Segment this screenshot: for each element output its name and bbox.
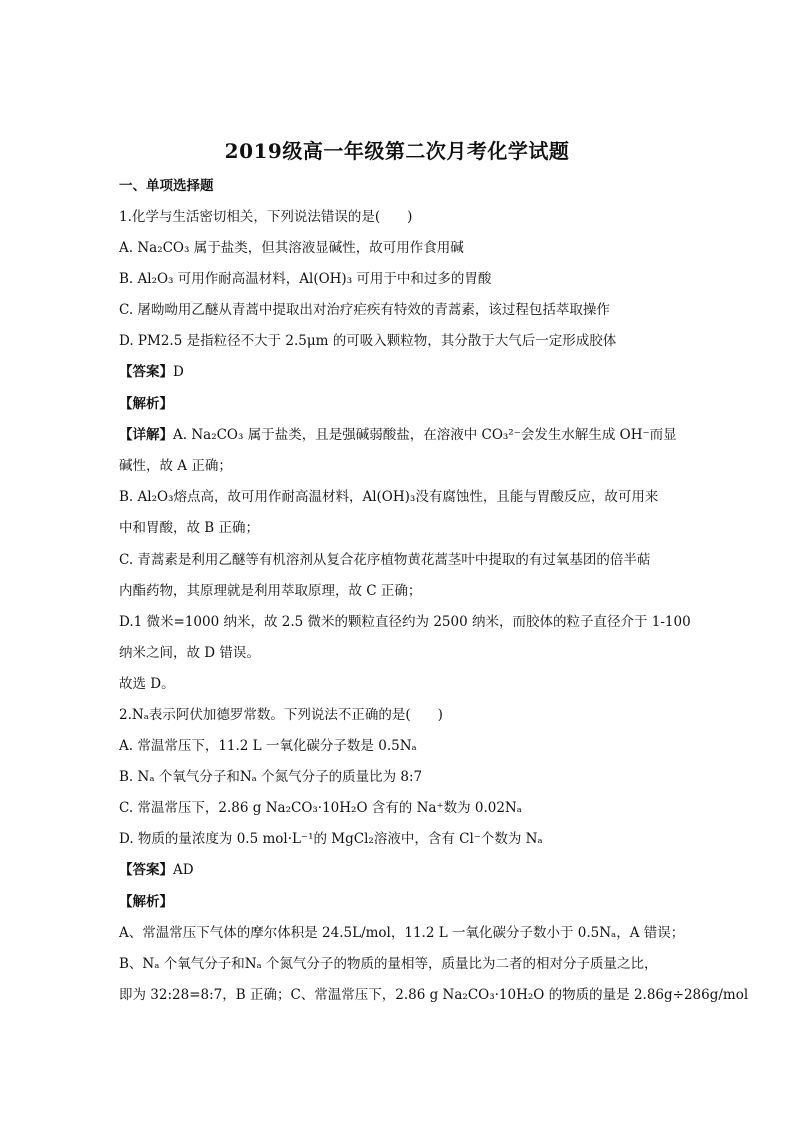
q1-option-b: B. Al₂O₃ 可用作耐高温材料，Al(OH)₃ 可用于中和过多的胃酸 [119, 271, 492, 287]
answer-tag: 【答案】 [119, 862, 173, 878]
q1-detail-c-2: 内酯药物，其原理就是利用萃取原理，故 C 正确； [119, 583, 422, 599]
q1-option-a: A. Na₂CO₃ 属于盐类，但其溶液显碱性，故可用作食用碱 [119, 240, 464, 256]
q1-analysis-tag: 【解析】 [119, 396, 173, 412]
section-heading: 一、单项选择题 [119, 178, 214, 194]
q1-detail-d-2: 纳米之间，故 D 错误。 [119, 645, 260, 661]
detail-a-text: A. Na₂CO₃ 属于盐类，且是强碱弱酸盐，在溶液中 CO₃²⁻会发生水解生成 OH⁻而显 [173, 427, 677, 443]
q2-analysis-1: A、常温常压下气体的摩尔体积是 24.5L/mol，11.2 L 一氧化碳分子数小于 0.5Nₐ，A 错误； [119, 925, 685, 941]
q2-option-c: C. 常温常压下，2.86 g Na₂CO₃·10H₂O 含有的 Na⁺数为 0.02Nₐ [119, 800, 522, 816]
q1-detail-a-1 [119, 425, 679, 445]
q2-answer [119, 860, 679, 880]
q1-option-d: D. PM2.5 是指粒径不大于 2.5μm 的可吸入颗粒物，其分散于大气后一定形成胶体 [119, 333, 617, 349]
page-title: 2019级高一年级第二次月考化学试题 [224, 139, 570, 163]
q2-analysis-tag: 【解析】 [119, 894, 173, 910]
detail-tag: 【详解】 [119, 427, 173, 443]
q2-analysis-3: 即为 32:28=8:7，B 正确；C、常温常压下，2.86 g Na₂CO₃·10H₂O 的物质的量是 2.86g÷286g/mol [119, 987, 749, 1003]
q1-conclusion: 故选 D。 [119, 676, 175, 692]
q2-option-b: B. Nₐ 个氧气分子和Nₐ 个氮气分子的质量比为 8:7 [119, 769, 423, 785]
answer-tag: 【答案】 [119, 364, 173, 380]
q1-detail-d-1: D.1 微米=1000 纳米，故 2.5 微米的颗粒直径约为 2500 纳米，而胶体的粒子直径介于 1-100 [119, 614, 691, 630]
q2-option-a: A. 常温常压下，11.2 L 一氧化碳分子数是 0.5Nₐ [119, 738, 417, 754]
q1-detail-b-2: 中和胃酸，故 B 正确； [119, 520, 260, 536]
q1-answer [119, 362, 679, 382]
answer-value: AD [173, 862, 194, 878]
q1-detail-a-2: 碱性，故 A 正确； [119, 458, 232, 474]
q1-option-c: C. 屠呦呦用乙醚从青蒿中提取出对治疗疟疾有特效的青蒿素，该过程包括萃取操作 [119, 302, 610, 318]
q2-analysis-2: B、Nₐ 个氧气分子和Nₐ 个氮气分子的物质的量相等，质量比为二者的相对分子质量之比， [119, 956, 658, 972]
q1-detail-b-1: B. Al₂O₃熔点高，故可用作耐高温材料，Al(OH)₃没有腐蚀性，且能与胃酸反应，故可用来 [119, 489, 659, 505]
q2-stem: 2.Nₐ表示阿伏加德罗常数。下列说法不正确的是( ) [119, 707, 443, 723]
q2-option-d: D. 物质的量浓度为 0.5 mol·L⁻¹的 MgCl₂溶液中，含有 Cl⁻个数为 Nₐ [119, 831, 543, 847]
q1-detail-c-1: C. 青蒿素是利用乙醚等有机溶剂从复合花序植物黄花蒿茎叶中提取的有过氧基团的倍半萜 [119, 552, 651, 568]
q1-stem: 1.化学与生活密切相关，下列说法错误的是( ) [119, 209, 413, 225]
answer-value: D [173, 364, 184, 380]
